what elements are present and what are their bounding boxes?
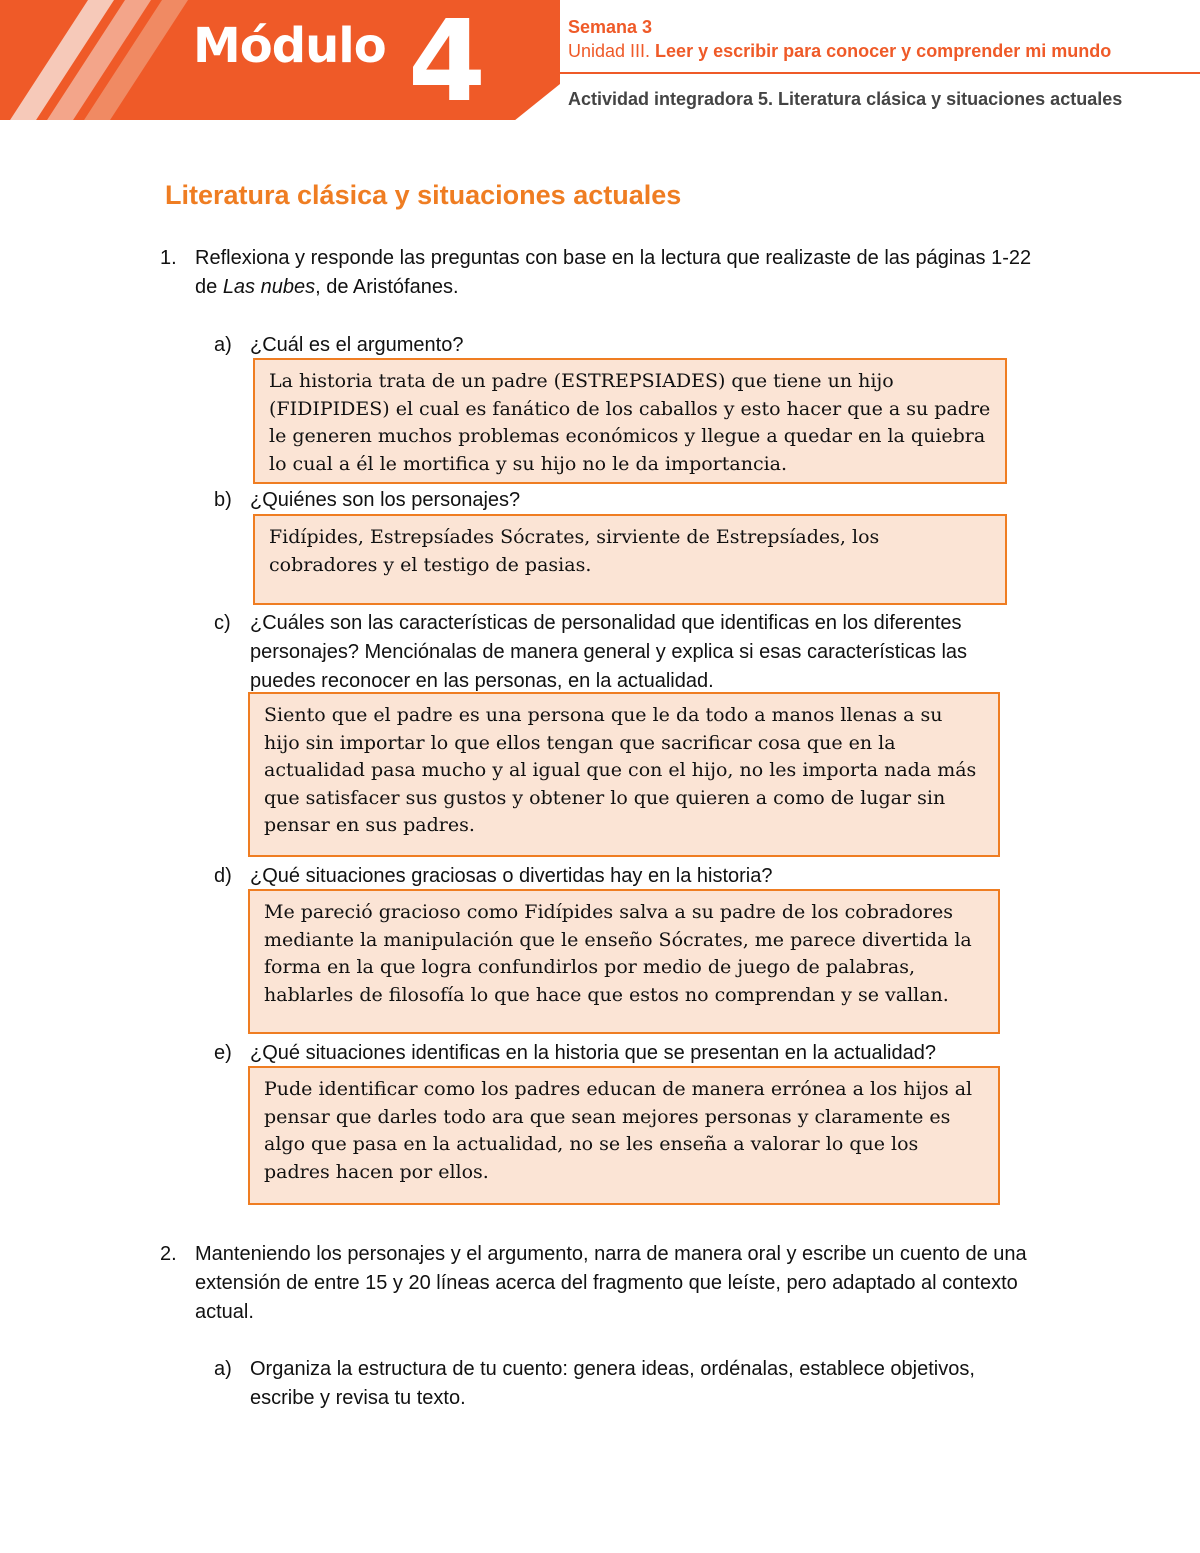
page-title: Literatura clásica y situaciones actuales xyxy=(165,180,682,210)
book-title: Las nubes xyxy=(222,276,316,298)
question-number: 1. xyxy=(160,247,177,269)
answer-box-b[interactable]: Fidípides, Estrepsíades Sócrates, sirviente de Estrepsíades, los cobradores y el testigo de pasias. xyxy=(253,514,1007,605)
module-label: Módulo xyxy=(193,18,386,74)
unit-line xyxy=(568,41,1111,62)
sub-question-a: ¿Cuál es el argumento? xyxy=(250,334,464,356)
answer-box-d[interactable]: Me pareció gracioso como Fidípides salva a su padre de los cobradores mediante la manipulación que le enseño Sócrates, me parece divertida la forma en la que logra confundirlos por medio de juego de palabras, hablarles de filosofía lo que hace que estos no comprendan y se vallan. xyxy=(248,889,1000,1034)
sub-question-letter: a) xyxy=(214,334,232,356)
question-number: 2. xyxy=(160,1243,177,1265)
question-2-text: Manteniendo los personajes y el argumento, narra de manera oral y escribe un cuento de una extensión de entre 15 y 20 líneas acerca del fragmento que leíste, pero adaptado al contexto actual. xyxy=(195,1243,1027,1323)
sub-question-b: ¿Quiénes son los personajes? xyxy=(250,489,521,511)
unit-prefix: Unidad III. xyxy=(568,41,656,61)
header-rule xyxy=(556,72,1200,74)
answer-box-c[interactable]: Siento que el padre es una persona que le da todo a manos llenas a su hijo sin importar lo que ellos tengan que sacrificar cosa que en la actualidad pasa mucho y al igual que con el hijo, no les importa nada más que satisfacer sus gustos y obtener lo que quieren a como de lugar sin pensar en sus padres. xyxy=(248,692,1000,857)
answer-box-e[interactable]: Pude identificar como los padres educan de manera errónea a los hijos al pensar que darles todo ara que sean mejores personas y claramente es algo que pasa en la actualidad, no se les enseña a valorar lo que los padres hacen por ellos. xyxy=(248,1066,1000,1205)
sub-question-letter: b) xyxy=(214,489,232,511)
unit-name: Leer y escribir para conocer y comprender mi mundo xyxy=(655,41,1112,61)
question-1-tail: , de Aristófanes. xyxy=(315,276,459,298)
sub-question-letter: a) xyxy=(214,1358,232,1380)
sub-question-e: ¿Qué situaciones identificas en la historia que se presentan en la actualidad? xyxy=(250,1042,936,1064)
question-1-lead: Reflexiona y responde las preguntas con base en la lectura que realizaste de las páginas 1-22 de xyxy=(195,247,1032,298)
sub-question-2a: Organiza la estructura de tu cuento: genera ideas, ordénalas, establece objetivos, escribe y revisa tu texto. xyxy=(250,1358,975,1409)
activity-title: Actividad integradora 5. Literatura clásica y situaciones actuales xyxy=(568,89,1123,109)
question-1-text xyxy=(195,244,1045,302)
sub-question-letter: c) xyxy=(214,612,231,634)
sub-question-d: ¿Qué situaciones graciosas o divertidas hay en la historia? xyxy=(250,865,773,887)
sub-question-letter: d) xyxy=(214,865,232,887)
sub-question-letter: e) xyxy=(214,1042,232,1064)
sub-question-c: ¿Cuáles son las características de personalidad que identificas en los diferentes personajes? Menciónalas de manera general y explica si esas características las puedes reconocer en las personas, en la actualidad. xyxy=(250,612,968,692)
module-number: 4 xyxy=(408,0,486,127)
header-divider xyxy=(554,8,556,78)
answer-box-a[interactable]: La historia trata de un padre (ESTREPSIADES) que tiene un hijo (FIDIPIDES) el cual es fanático de los caballos y esto hacer que a su padre le generen muchos problemas económicos y llegue a quedar en la quiebra lo cual a él le mortifica y su hijo no le da importancia. xyxy=(253,358,1007,484)
week-label: Semana 3 xyxy=(568,17,653,37)
